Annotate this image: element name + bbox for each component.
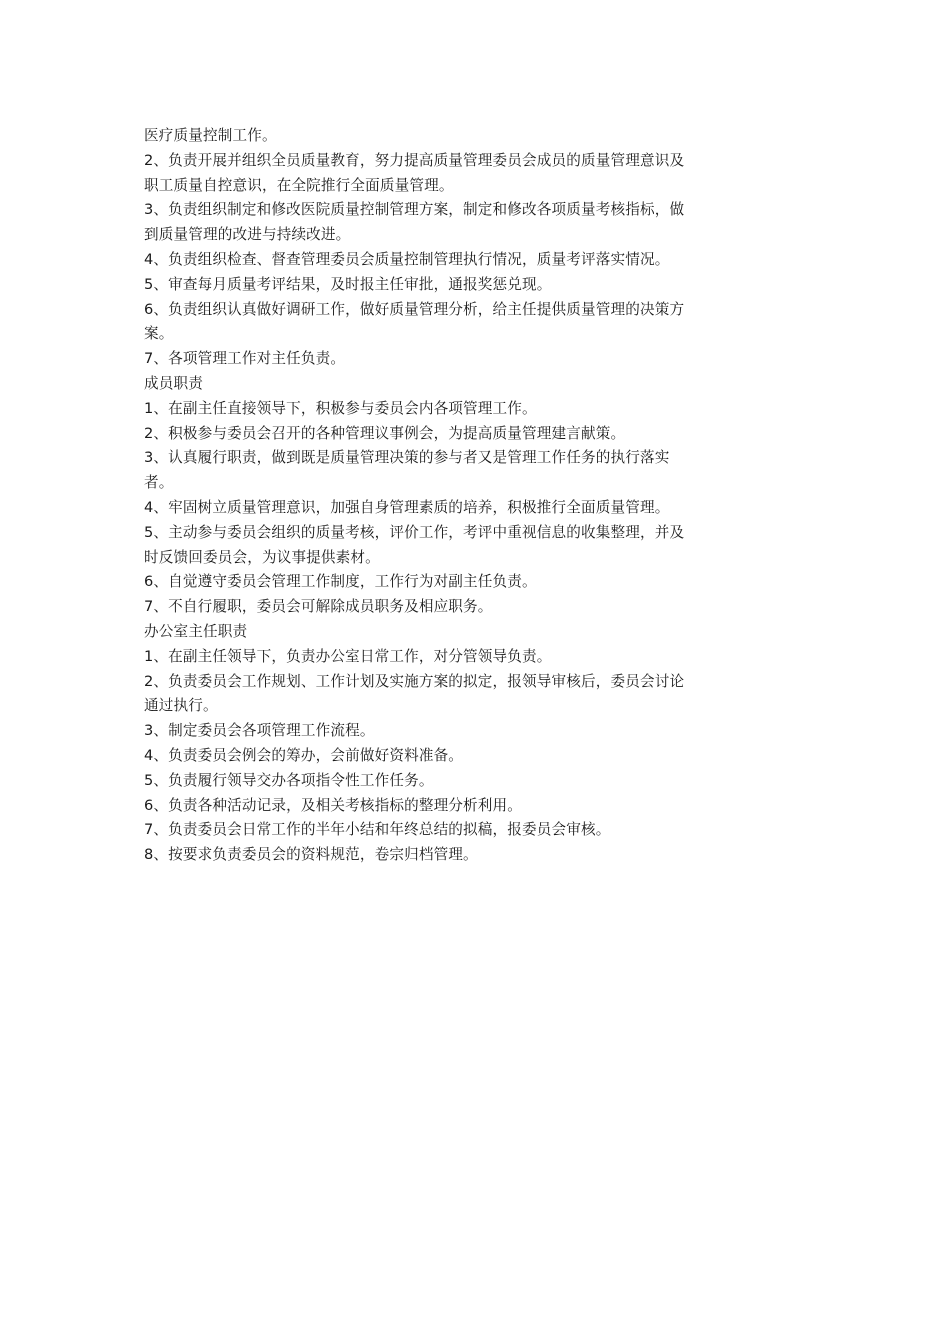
paragraph-item: 1、在副主任领导下，负责办公室日常工作，对分管领导负责。 — [144, 647, 552, 665]
paragraph-item: 6、负责组织认真做好调研工作，做好质量管理分析，给主任提供质量管理的决策方案。 — [144, 300, 685, 343]
paragraph-item: 4、牢固树立质量管理意识，加强自身管理素质的培养，积极推行全面质量管理。 — [144, 498, 670, 516]
paragraph-intro: 医疗质量控制工作。 — [144, 127, 277, 144]
paragraph-item: 5、主动参与委员会组织的质量考核，评价工作，考评中重视信息的收集整理，并及时反馈回委员会，为议事提供素材。 — [144, 523, 685, 566]
paragraph-item: 5、审查每月质量考评结果，及时报主任审批，通报奖惩兑现。 — [144, 275, 552, 293]
paragraph-item: 3、负责组织制定和修改医院质量控制管理方案，制定和修改各项质量考核指标，做到质量管理的改进与持续改进。 — [144, 201, 685, 244]
document-body — [144, 124, 694, 868]
paragraph-item: 2、负责委员会工作规划、工作计划及实施方案的拟定，报领导审核后，委员会讨论通过执行。 — [144, 672, 685, 715]
paragraph-item: 6、负责各种活动记录，及相关考核指标的整理分析利用。 — [144, 796, 523, 814]
paragraph-item: 3、制定委员会各项管理工作流程。 — [144, 722, 375, 740]
section-heading-member-duties: 成员职责 — [144, 374, 203, 392]
paragraph-item: 7、各项管理工作对主任负责。 — [144, 350, 346, 368]
paragraph-item: 7、不自行履职，委员会可解除成员职务及相应职务。 — [144, 598, 493, 616]
section-heading-office-director-duties: 办公室主任职责 — [144, 622, 248, 640]
paragraph-item: 2、积极参与委员会召开的各种管理议事例会，为提高质量管理建言献策。 — [144, 424, 626, 442]
paragraph-item: 4、负责委员会例会的筹办，会前做好资料准备。 — [144, 746, 464, 764]
paragraph-item: 4、负责组织检查、督查管理委员会质量控制管理执行情况，质量考评落实情况。 — [144, 250, 670, 268]
paragraph-item: 2、负责开展并组织全员质量教育，努力提高质量管理委员会成员的质量管理意识及职工质量自控意识，在全院推行全面质量管理。 — [144, 151, 685, 194]
paragraph-item: 6、自觉遵守委员会管理工作制度，工作行为对副主任负责。 — [144, 573, 537, 591]
paragraph-item: 3、认真履行职责，做到既是质量管理决策的参与者又是管理工作任务的执行落实者。 — [144, 449, 670, 492]
paragraph-item: 7、负责委员会日常工作的半年小结和年终总结的拟稿，报委员会审核。 — [144, 821, 611, 839]
paragraph-item: 1、在副主任直接领导下，积极参与委员会内各项管理工作。 — [144, 399, 537, 417]
paragraph-item: 5、负责履行领导交办各项指令性工作任务。 — [144, 771, 434, 789]
paragraph-item: 8、按要求负责委员会的资料规范，卷宗归档管理。 — [144, 846, 478, 864]
